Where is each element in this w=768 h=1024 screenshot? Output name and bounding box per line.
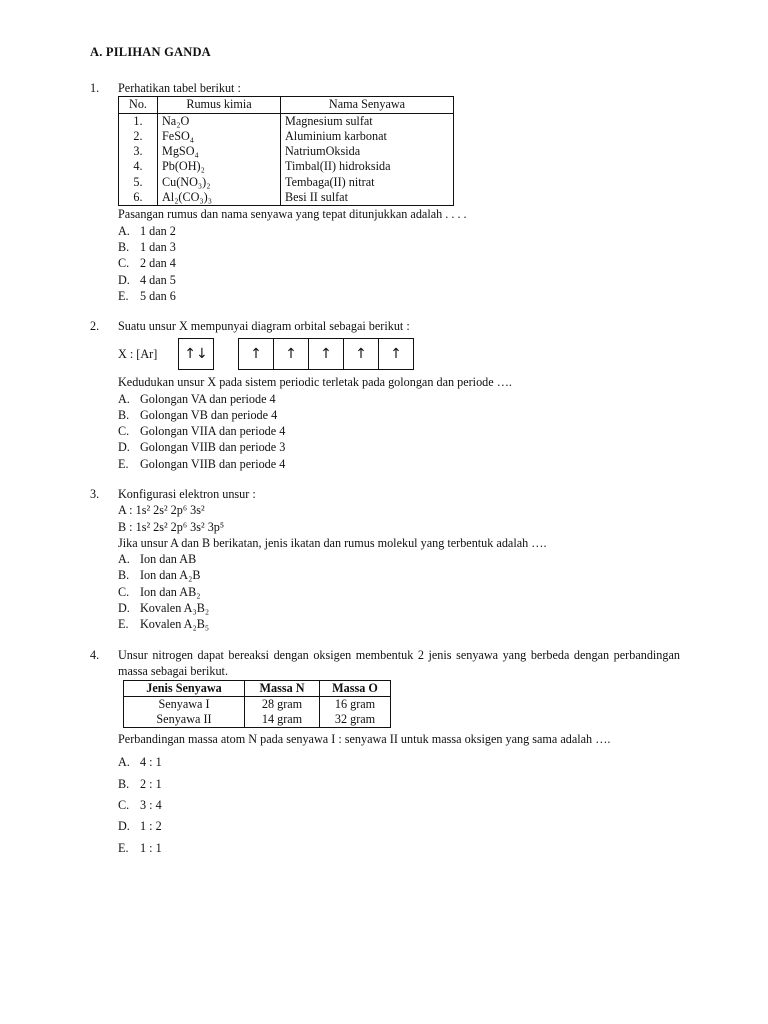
option-a[interactable]: A. Golongan VA dan periode 4 — [118, 391, 276, 406]
question-number: 3. — [90, 487, 100, 501]
orbital-4s-box: ↑↓ — [178, 338, 214, 370]
table-row — [119, 113, 454, 129]
options-list — [90, 752, 680, 858]
compound-table — [118, 96, 454, 206]
table-header: Massa O — [320, 680, 391, 696]
orbital-3d-box: ↑ — [309, 338, 344, 370]
option-d[interactable]: D. 1 : 2 — [118, 819, 162, 834]
table-header-row — [124, 680, 391, 696]
option-a[interactable]: A. 1 dan 2 — [118, 223, 176, 238]
question-intro: Unsur nitrogen dapat bereaksi dengan oksigen membentuk 2 jenis senyawa yang berbeda dengan perbandingan massa sebagai berikut. — [118, 648, 680, 679]
table-row — [119, 129, 454, 144]
table-cell: 1. — [119, 113, 158, 129]
table-header: Nama Senyawa — [281, 97, 454, 113]
table-cell: 28 gram — [245, 696, 320, 712]
table-cell: Cu(NO₃)₂ — [158, 175, 281, 190]
question-text: Kedudukan unsur X pada sistem periodic terletak pada golongan dan periode …. — [118, 375, 512, 390]
options-list — [90, 551, 680, 632]
table-header: Massa N — [245, 680, 320, 696]
option-e[interactable]: E. 5 dan 6 — [118, 288, 176, 303]
table-cell: 14 gram — [245, 712, 320, 728]
table-cell: 4. — [119, 159, 158, 174]
table-cell: Na₂O — [158, 113, 281, 129]
option-c[interactable]: C. Ion dan AB₂ — [118, 584, 201, 599]
question-3 — [90, 486, 680, 633]
option-b[interactable]: B. Golongan VB dan periode 4 — [118, 407, 278, 422]
table-cell: 16 gram — [320, 696, 391, 712]
table-header-row — [119, 97, 454, 113]
orbital-3d-box: ↑ — [238, 338, 274, 370]
options-list — [90, 391, 680, 472]
question-intro: Konfigurasi elektron unsur : — [118, 487, 256, 501]
table-header: Rumus kimia — [158, 97, 281, 113]
table-header: Jenis Senyawa — [124, 680, 245, 696]
question-text: Jika unsur A dan B berikatan, jenis ikatan dan rumus molekul yang terbentuk adalah …. — [118, 535, 547, 550]
table-cell: FeSO₄ — [158, 129, 281, 144]
table-cell: Al₂(CO₃)₃ — [158, 190, 281, 206]
table-row — [119, 175, 454, 190]
config-b: B : 1s² 2s² 2p⁶ 3s² 3p⁵ — [118, 519, 225, 534]
orbital-label: X : [Ar] — [118, 347, 158, 362]
question-text: Pasangan rumus dan nama senyawa yang tepat ditunjukkan adalah . . . . — [118, 207, 467, 222]
option-e[interactable]: E. 1 : 1 — [118, 840, 162, 855]
table-row — [124, 696, 391, 712]
table-cell: Tembaga(II) nitrat — [281, 175, 454, 190]
question-text: Perbandingan massa atom N pada senyawa I : senyawa II untuk massa oksigen yang sama adalah …. — [118, 732, 611, 747]
table-row — [124, 712, 391, 728]
options-list — [90, 223, 680, 304]
option-c[interactable]: C. Golongan VIIA dan periode 4 — [118, 424, 286, 439]
table-cell: Aluminium karbonat — [281, 129, 454, 144]
mass-table — [123, 680, 391, 729]
table-cell: Besi II sulfat — [281, 190, 454, 206]
orbital-3d-box: ↑ — [379, 338, 414, 370]
table-cell: Timbal(II) hidroksida — [281, 159, 454, 174]
option-b[interactable]: B. 1 dan 3 — [118, 239, 176, 254]
table-row — [119, 144, 454, 159]
table-cell: 6. — [119, 190, 158, 206]
table-cell: 3. — [119, 144, 158, 159]
question-number: 2. — [90, 319, 100, 333]
question-intro: Suatu unsur X mempunyai diagram orbital sebagai berikut : — [118, 319, 410, 333]
table-cell: Magnesium sulfat — [281, 113, 454, 129]
table-cell: Senyawa I — [124, 696, 245, 712]
section-title: A. PILIHAN GANDA — [90, 45, 211, 59]
question-2 — [90, 318, 680, 472]
orbital-3d-box: ↑ — [274, 338, 309, 370]
table-row — [119, 190, 454, 206]
question-number: 1. — [90, 81, 100, 95]
option-e[interactable]: E. Golongan VIIB dan periode 4 — [118, 456, 286, 471]
option-d[interactable]: D. 4 dan 5 — [118, 272, 176, 287]
option-a[interactable]: A. Ion dan AB — [118, 552, 197, 567]
table-cell: 2. — [119, 129, 158, 144]
option-e[interactable]: E. Kovalen A₂B₅ — [118, 617, 210, 632]
question-intro: Perhatikan tabel berikut : — [118, 81, 241, 95]
question-1 — [90, 80, 680, 304]
question-number: 4. — [90, 648, 100, 662]
table-cell: 5. — [119, 175, 158, 190]
option-b[interactable]: B. Ion dan A₂B — [118, 568, 201, 583]
table-cell: MgSO₄ — [158, 144, 281, 159]
table-row — [119, 159, 454, 174]
orbital-diagram — [118, 337, 680, 371]
option-d[interactable]: D. Golongan VIIB dan periode 3 — [118, 440, 286, 455]
option-b[interactable]: B. 2 : 1 — [118, 776, 162, 791]
orbital-3d-box: ↑ — [344, 338, 379, 370]
option-d[interactable]: D. Kovalen A₃B₂ — [118, 601, 210, 616]
table-cell: 32 gram — [320, 712, 391, 728]
option-c[interactable]: C. 3 : 4 — [118, 798, 162, 813]
table-cell: Pb(OH)₂ — [158, 159, 281, 174]
table-cell: NatriumOksida — [281, 144, 454, 159]
config-a: A : 1s² 2s² 2p⁶ 3s² — [118, 503, 205, 518]
option-a[interactable]: A. 4 : 1 — [118, 755, 162, 770]
option-c[interactable]: C. 2 dan 4 — [118, 256, 176, 271]
table-header: No. — [119, 97, 158, 113]
question-4 — [90, 647, 680, 859]
table-cell: Senyawa II — [124, 712, 245, 728]
